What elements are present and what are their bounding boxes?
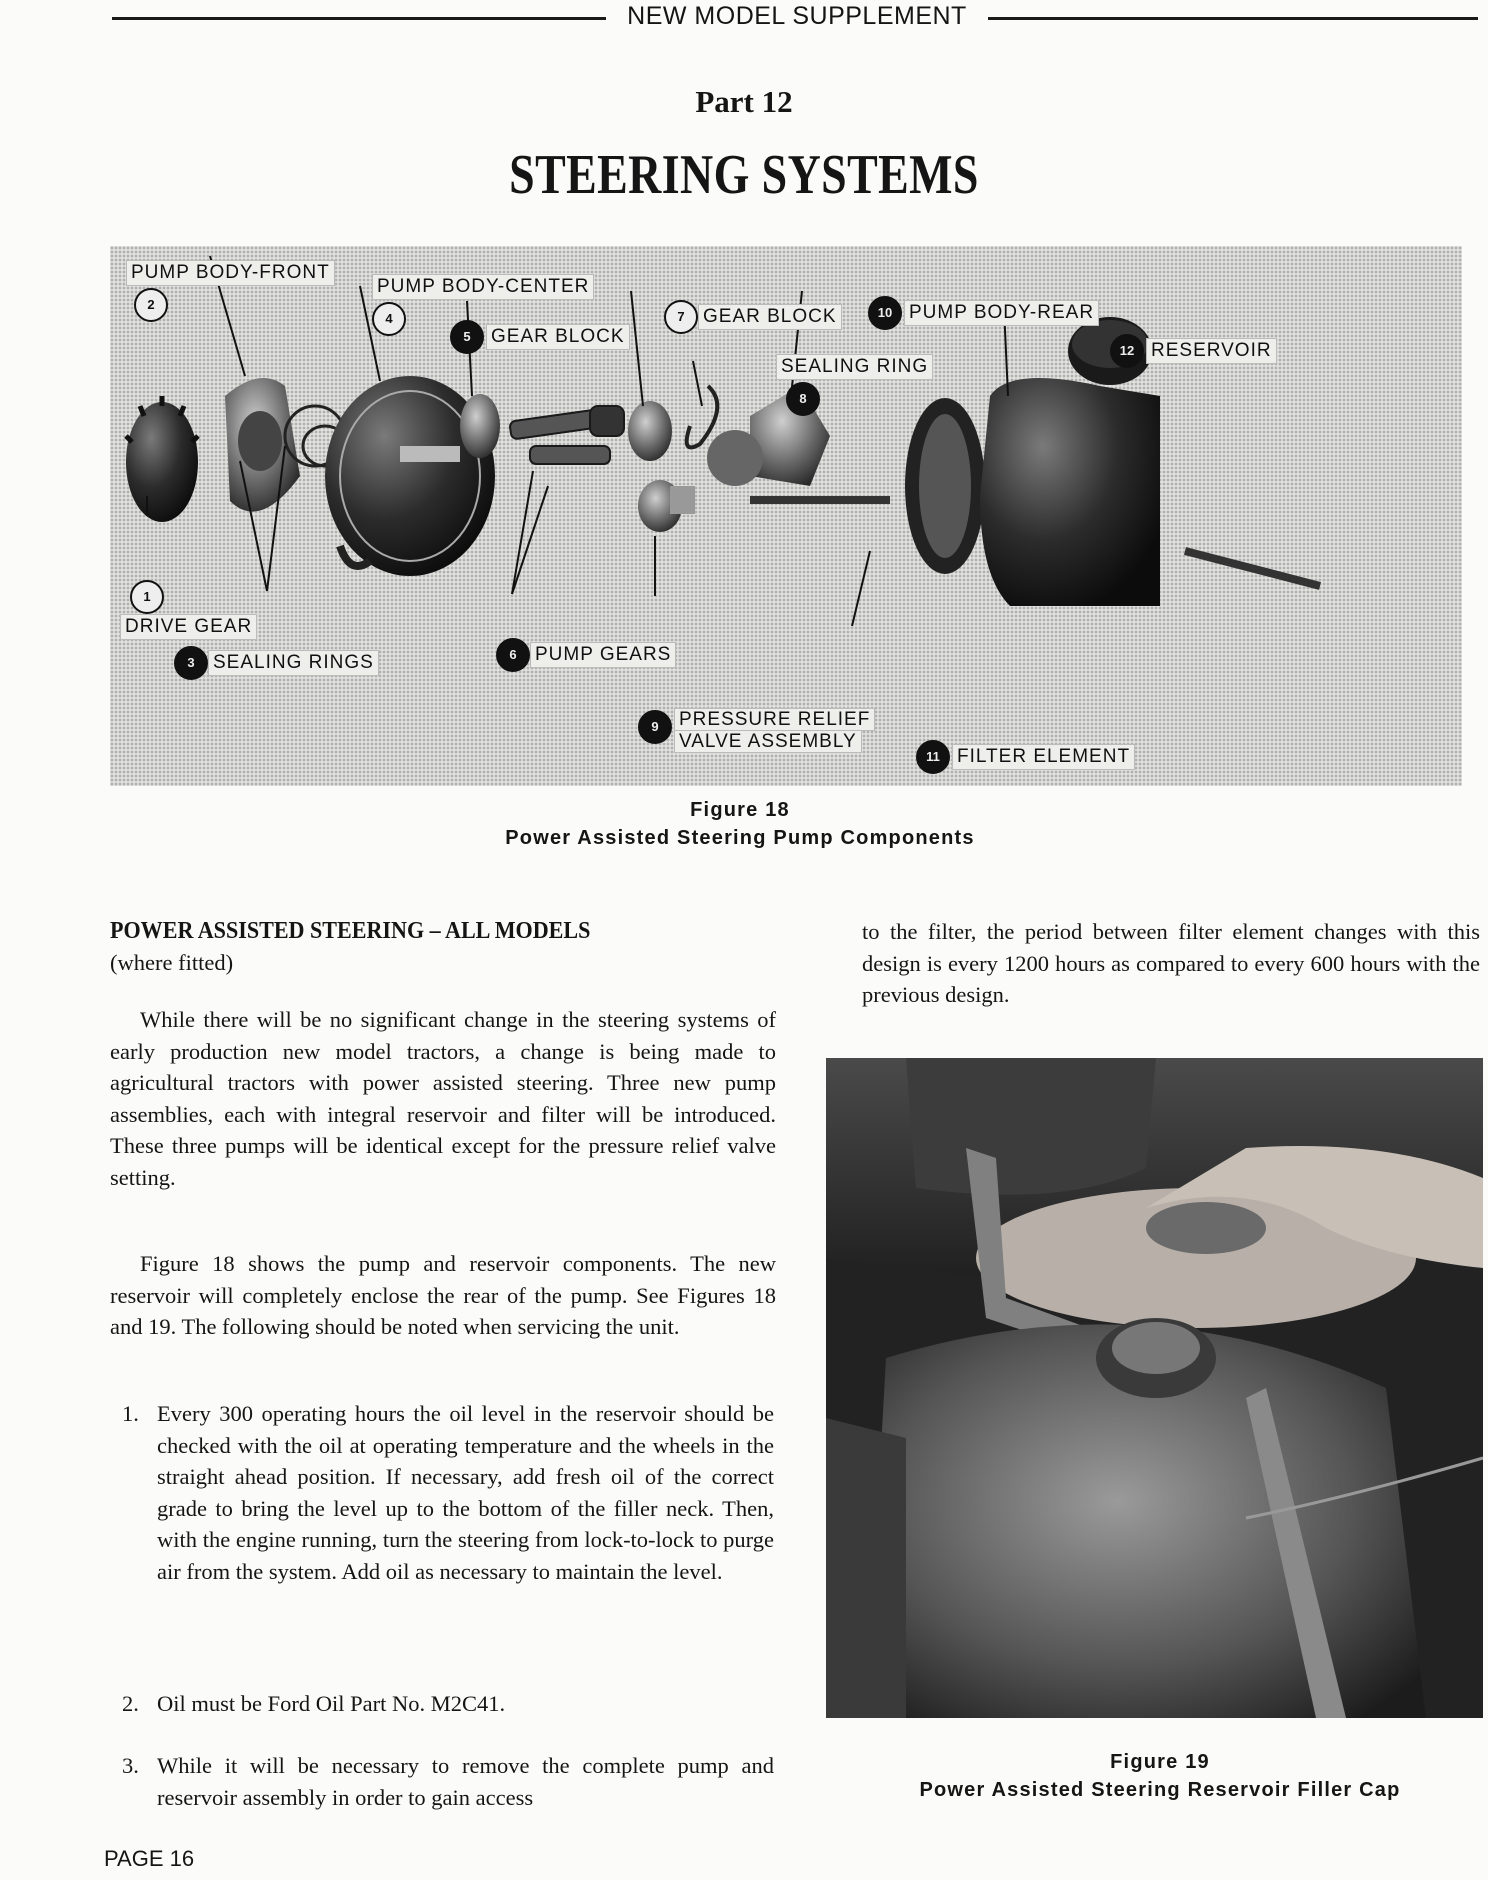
figure-19-title: Power Assisted Steering Reservoir Filler Cap — [919, 1779, 1401, 1801]
callout-9: 9 — [638, 710, 672, 744]
label-pump-body-front: PUMP BODY-FRONT — [126, 260, 335, 286]
figure-18-image — [110, 246, 1462, 786]
figure-18-title: Power Assisted Steering Pump Components — [505, 827, 975, 849]
figure-18-caption — [460, 796, 1020, 852]
gear-block-shape — [460, 394, 500, 458]
list-item-text: While it will be necessary to remove the complete pump and reservoir assembly in order to gain access — [157, 1753, 774, 1810]
label-filter-element: FILTER ELEMENT — [952, 744, 1135, 770]
label-gear-block: GEAR BLOCK — [486, 324, 630, 350]
callout-5: 5 — [450, 320, 484, 354]
callout-12: 12 — [1110, 334, 1144, 368]
label-sealing-rings: SEALING RINGS — [208, 650, 379, 676]
section-subheading: (where fitted) — [110, 950, 234, 975]
reservoir-filler-cap-photo — [826, 1058, 1483, 1718]
label-pressure-relief: PRESSURE RELIEF — [674, 708, 875, 731]
paragraph-continuation — [862, 916, 1480, 1011]
supplement-header: NEW MODEL SUPPLEMENT — [627, 2, 967, 30]
page-number: PAGE 16 — [104, 1846, 195, 1871]
figure-19-caption — [840, 1748, 1480, 1804]
page-title: STEERING SYSTEMS — [509, 144, 979, 206]
list-item-number: 3. — [122, 1753, 139, 1778]
callout-8: 8 — [786, 382, 820, 416]
list-item — [122, 1688, 774, 1720]
list-item — [122, 1750, 774, 1813]
list-item-text: Every 300 operating hours the oil level in the reservoir should be checked with the oil at operating temperature and the wheels in the straight ahead position. If necessary, add fresh oil of the correct grade to bring the level up to the bottom of the filler neck. Then, with the engine running, turn the steering from lock-to-lock to purge air from the system. Add oil as necessary to maintain the level. — [157, 1401, 774, 1584]
part-number: Part 12 — [695, 84, 793, 119]
label-reservoir: RESERVOIR — [1146, 338, 1277, 364]
label-drive-gear: DRIVE GEAR — [120, 614, 257, 640]
label-valve-assembly: VALVE ASSEMBLY — [674, 730, 862, 753]
list-item-text: Oil must be Ford Oil Part No. M2C41. — [157, 1691, 506, 1716]
label-pump-body-rear: PUMP BODY-REAR — [904, 300, 1099, 326]
gear-block-2-shape — [628, 401, 672, 461]
paragraph-2 — [110, 1248, 776, 1343]
figure-19-photo — [826, 1058, 1483, 1718]
long-bolt-shape — [1185, 551, 1320, 586]
list-item-number: 2. — [122, 1691, 139, 1716]
figure-19-number: Figure 19 — [1110, 1751, 1210, 1773]
header-rule-left — [112, 17, 606, 20]
label-sealing-ring: SEALING RING — [776, 354, 933, 380]
callout-11: 11 — [916, 740, 950, 774]
callout-10: 10 — [868, 296, 902, 330]
pressure-relief-valve-shape — [638, 480, 695, 532]
paragraph-2-text: Figure 18 shows the pump and reservoir components. The new reservoir will completely enclose the rear of the pump. See Figures 18 and 19. The following should be noted when servicing the unit. — [110, 1251, 776, 1339]
callout-3: 3 — [174, 646, 208, 680]
figure-18-number: Figure 18 — [690, 799, 790, 821]
callout-6: 6 — [496, 638, 530, 672]
paragraph-1 — [110, 1004, 776, 1193]
drive-gear-shape — [126, 396, 198, 522]
callout-1: 1 — [130, 580, 164, 614]
filter-element-shape — [905, 398, 985, 574]
sealing-ring-shape — [687, 386, 718, 447]
bolt-shape — [750, 496, 890, 504]
continuation-text: to the filter, the period between filter element changes with this design is every 1200 hours as compared to every 600 hours with the previous design. — [862, 919, 1480, 1007]
callout-2: 2 — [134, 288, 168, 322]
header-rule-right — [988, 17, 1478, 20]
paragraph-1-text: While there will be no significant change in the steering systems of early production new model tractors, a change is being made to agricultural tractors with power assisted steering. Three new pump assemblies, each with integral reservoir and filter will be introduced. These three pumps will be identical except for the pressure relief valve setting. — [110, 1007, 776, 1190]
label-pump-gears: PUMP GEARS — [530, 642, 676, 668]
pump-gears-shape — [509, 406, 624, 464]
label-gear-block-2: GEAR BLOCK — [698, 304, 842, 330]
label-pump-body-center: PUMP BODY-CENTER — [372, 274, 594, 300]
callout-7: 7 — [664, 300, 698, 334]
callout-4: 4 — [372, 302, 406, 336]
list-item — [122, 1398, 774, 1587]
list-item-number: 1. — [122, 1401, 139, 1426]
section-heading: POWER ASSISTED STEERING – ALL MODELS — [110, 918, 591, 944]
